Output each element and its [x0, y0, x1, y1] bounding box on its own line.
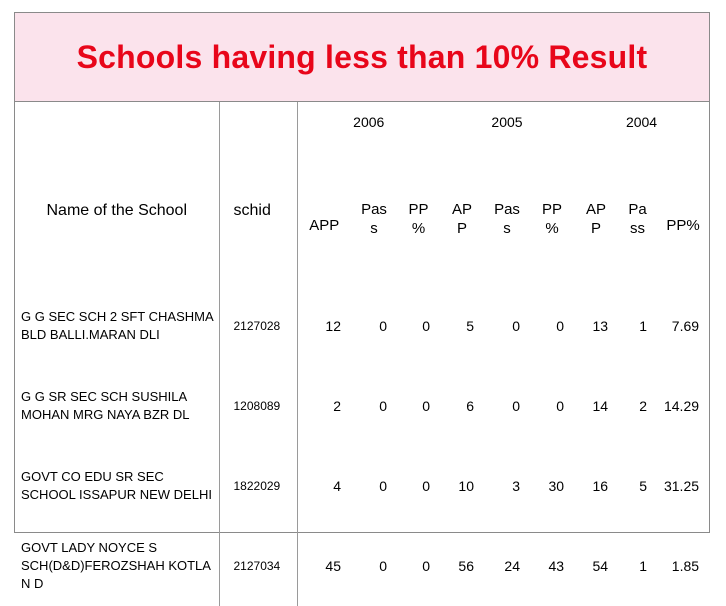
value-2004-pp: 14.29 — [663, 398, 700, 414]
value-2004-app: 54 — [592, 558, 609, 574]
slide-frame — [14, 12, 710, 591]
header-2004-pp: PP% — [666, 216, 700, 234]
value-2005-app: 5 — [466, 318, 474, 334]
value-2004-pass: 1 — [639, 558, 648, 574]
page-title: Schools having less than 10% Result — [76, 38, 648, 75]
value-2004-pp: 1.85 — [671, 558, 700, 574]
value-2006-pp: 0 — [422, 318, 430, 334]
value-2006-app: 2 — [333, 398, 341, 414]
value-2006-pp: 0 — [422, 398, 430, 414]
value-2004-pp: 31.25 — [663, 478, 700, 494]
school-name: GOVT CO EDU SR SEC SCHOOL ISSAPUR NEW DELHI — [15, 446, 219, 526]
value-2006-pass: 0 — [379, 558, 387, 574]
value-2006-pp: 0 — [422, 478, 430, 494]
value-2006-app: 4 — [333, 478, 341, 494]
value-2004-pass: 2 — [639, 398, 648, 414]
value-2004-pp: 7.69 — [671, 318, 700, 334]
value-2005-pass: 24 — [504, 558, 520, 574]
table-row — [15, 366, 709, 446]
value-2005-pp: 0 — [556, 398, 565, 414]
table-row — [15, 526, 709, 606]
schid-header-spacer — [219, 102, 297, 142]
header-2004-pass: Pa ss — [628, 201, 647, 237]
header-2006-pass: Pas s — [361, 201, 387, 237]
value-2004-app: 13 — [592, 318, 609, 334]
school-id: 1208089 — [219, 366, 297, 446]
table-row — [15, 446, 709, 526]
value-2006-pass: 0 — [379, 318, 387, 334]
value-2006-app: 45 — [325, 558, 341, 574]
header-schid: schid — [219, 142, 297, 286]
value-2006-pass: 0 — [379, 478, 387, 494]
header-2004-app: AP P — [586, 201, 607, 237]
year-2006: 2006 — [353, 114, 385, 130]
value-2005-pass: 0 — [512, 398, 520, 414]
value-2005-pp: 0 — [556, 318, 565, 334]
value-2005-app: 56 — [458, 558, 474, 574]
year-2004: 2004 — [625, 114, 658, 130]
table-row — [15, 286, 709, 366]
value-2004-app: 16 — [592, 478, 609, 494]
value-2004-app: 14 — [592, 398, 609, 414]
value-2006-pp: 0 — [422, 558, 430, 574]
school-name: G G SR SEC SCH SUSHILA MOHAN MRG NAYA BZR DL — [15, 366, 219, 446]
school-name: G G SEC SCH 2 SFT CHASHMA BLD BALLI.MARAN DLI — [15, 286, 219, 366]
value-2006-pass: 0 — [379, 398, 387, 414]
value-2004-pass: 5 — [639, 478, 648, 494]
column-header-row — [15, 142, 709, 286]
name-header-spacer — [15, 102, 219, 142]
year-2005: 2005 — [491, 114, 523, 130]
header-2006-pp: PP % — [408, 201, 429, 237]
header-school-name: Name of the School — [15, 142, 219, 286]
value-2004-pass: 1 — [639, 318, 648, 334]
value-2005-app: 10 — [458, 478, 474, 494]
value-2006-app: 12 — [325, 318, 341, 334]
school-id: 1822029 — [219, 446, 297, 526]
value-2005-pass: 3 — [512, 478, 520, 494]
header-2005-pp: PP % — [542, 201, 563, 237]
value-2005-pp: 30 — [548, 478, 565, 494]
value-2005-pass: 0 — [512, 318, 520, 334]
header-2005-app: AP P — [451, 201, 472, 237]
results-table — [15, 102, 709, 606]
school-id: 2127034 — [219, 526, 297, 606]
value-2005-app: 6 — [466, 398, 474, 414]
year-header-row — [15, 102, 709, 142]
title-box — [15, 13, 709, 102]
school-id: 2127028 — [219, 286, 297, 366]
value-2005-pp: 43 — [548, 558, 565, 574]
school-name: GOVT LADY NOYCE S SCH(D&D)FEROZSHAH KOTLA N D — [15, 526, 219, 606]
header-2005-pass: Pas s — [494, 201, 520, 237]
header-2006-app: APP — [309, 216, 340, 234]
